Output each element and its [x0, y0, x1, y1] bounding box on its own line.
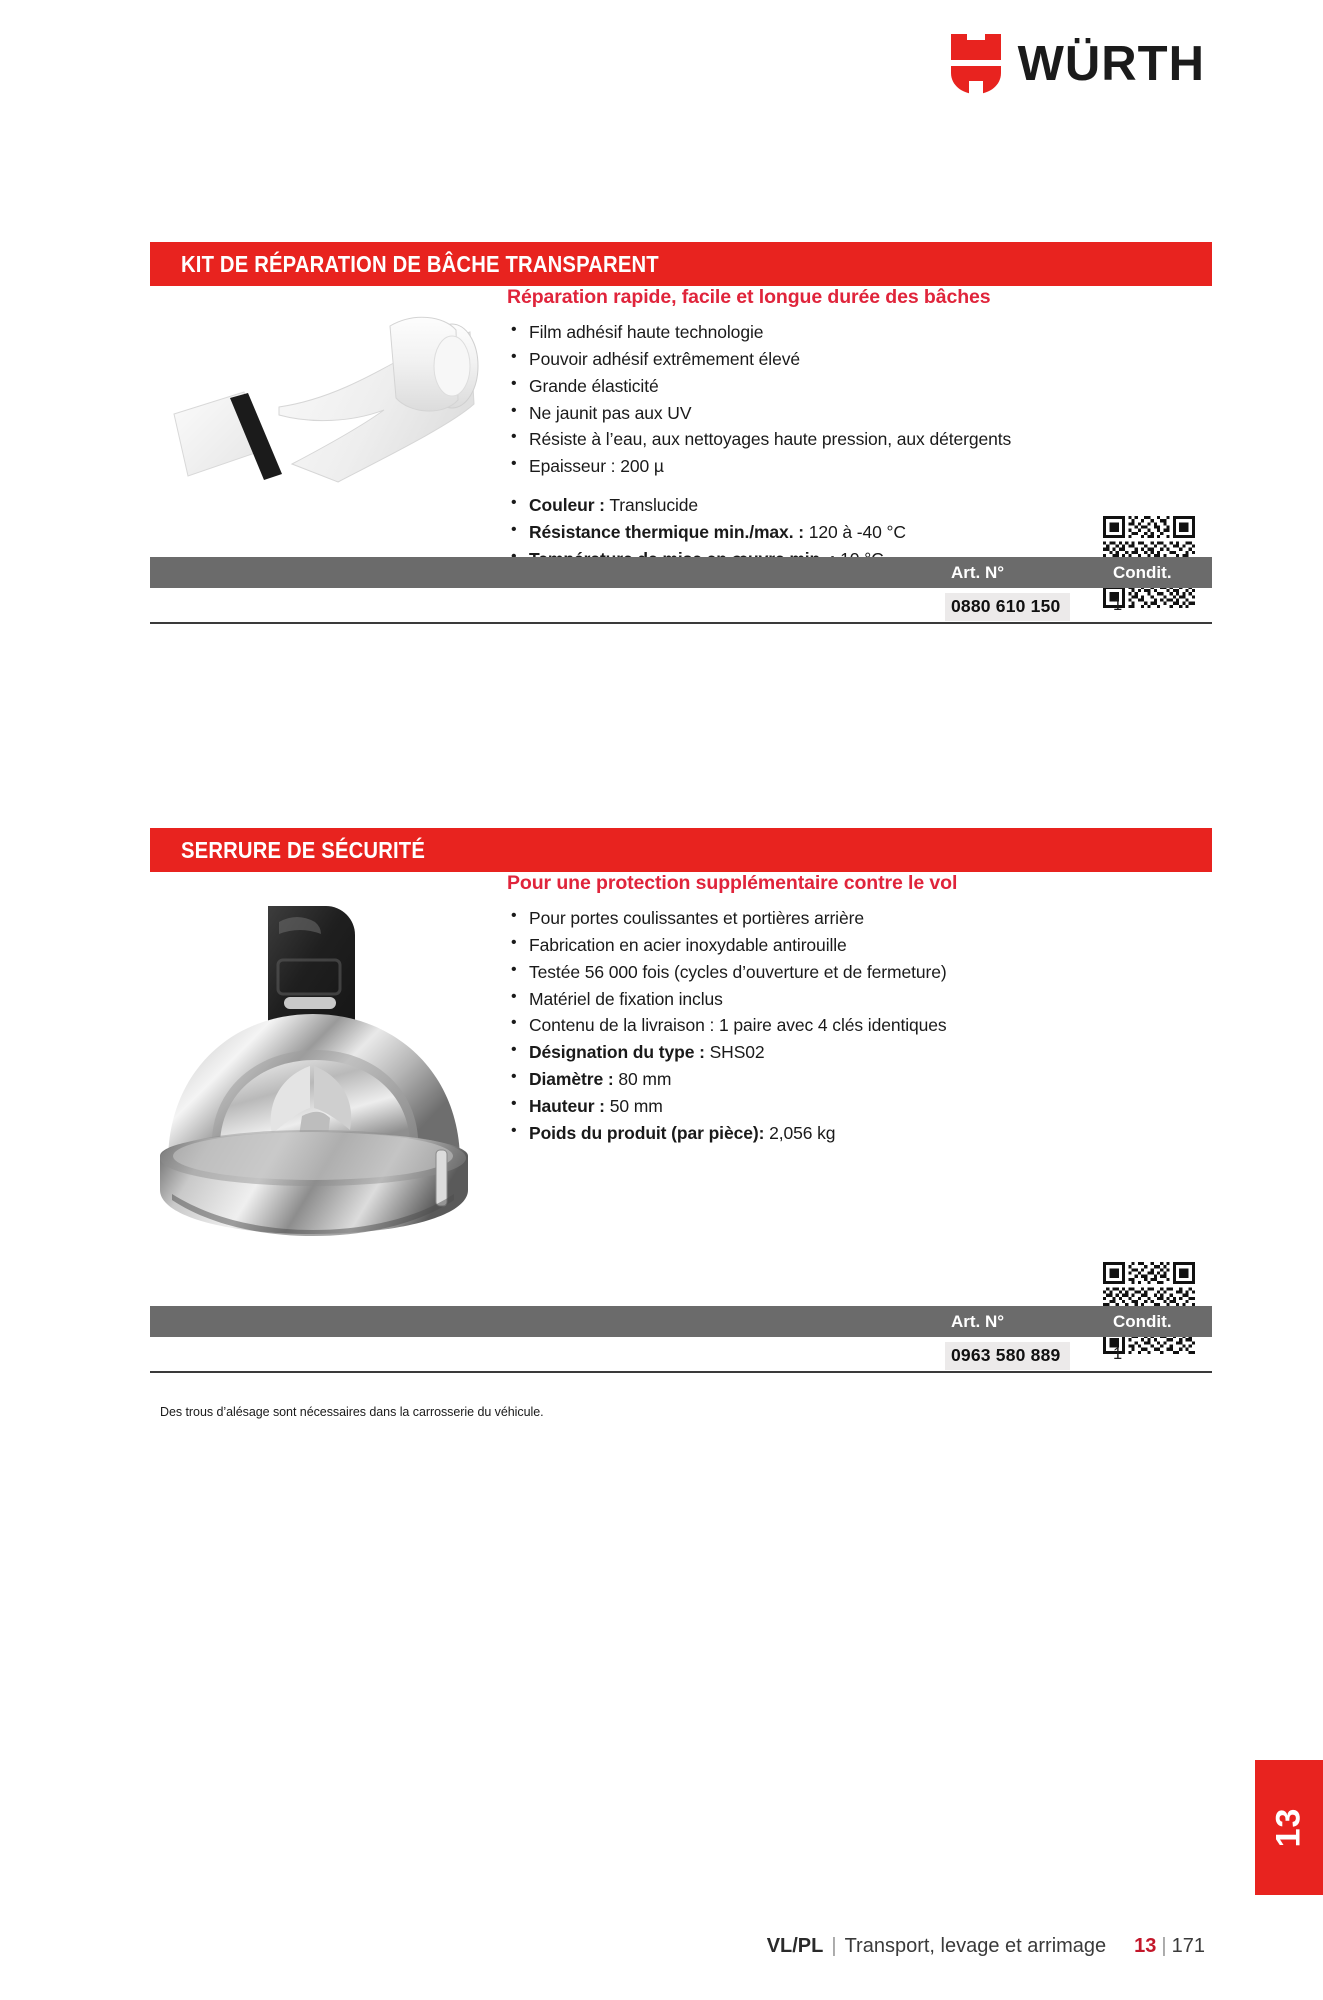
- wurth-shield-icon: [950, 33, 1002, 95]
- list-item: • Epaisseur : 200 µ: [507, 453, 1207, 480]
- product-banner-title: KIT DE RÉPARATION DE BÂCHE TRANSPARENT: [181, 250, 659, 277]
- list-item: • Pouvoir adhésif extrêmement élevé: [507, 346, 1207, 373]
- list-item: • Ne jaunit pas aux UV: [507, 400, 1207, 427]
- table-row[interactable]: [150, 1337, 1212, 1373]
- article-condit: 1: [1113, 1345, 1123, 1363]
- list-item: [507, 1120, 1207, 1147]
- spec-label: Couleur :: [529, 494, 605, 515]
- article-number: 0880 610 150: [945, 593, 1070, 621]
- spec-value: 120 à -40 °C: [808, 521, 906, 542]
- column-header-condit: Condit.: [1113, 1311, 1172, 1331]
- list-item: • Film adhésif haute technologie: [507, 319, 1207, 346]
- spec-label: Résistance thermique min./max. :: [529, 521, 804, 542]
- footer-page-separator: |: [1161, 1935, 1167, 1957]
- list-item: • Testée 56 000 fois (cycles d’ouverture et de fermeture): [507, 959, 1207, 986]
- brand-wordmark: WÜRTH: [1017, 36, 1205, 91]
- feature-list: [507, 905, 1207, 1039]
- table-header-row: [150, 557, 1212, 588]
- spec-list: [507, 1039, 1207, 1146]
- article-number: 0963 580 889: [945, 1342, 1070, 1370]
- table-row[interactable]: [150, 588, 1212, 624]
- product-banner: [150, 828, 1212, 872]
- product-claim: Réparation rapide, facile et longue durée des bâches: [507, 286, 991, 308]
- list-item: • Matériel de fixation inclus: [507, 986, 1207, 1013]
- list-item: [507, 1066, 1207, 1093]
- spec-value: SHS02: [709, 1042, 765, 1063]
- list-item: [507, 1093, 1207, 1120]
- spec-label: Désignation du type :: [529, 1042, 705, 1063]
- security-lock-image: [150, 894, 480, 1249]
- spec-label: Poids du produit (par pièce):: [529, 1122, 765, 1143]
- list-item: [507, 1039, 1207, 1066]
- spec-label: Diamètre :: [529, 1068, 614, 1089]
- product-copy: [507, 286, 1207, 572]
- list-item: • Pour portes coulissantes et portières arrière: [507, 905, 1207, 932]
- page-footer: [0, 1935, 1323, 1958]
- product-footnote: Des trous d’alésage sont nécessaires dans la carrosserie du véhicule.: [160, 1405, 544, 1419]
- product-block-security-lock: [150, 828, 1212, 1365]
- product-main: [150, 286, 1212, 596]
- product-banner: [150, 242, 1212, 286]
- product-claim: Pour une protection supplémentaire contre le vol: [507, 872, 958, 894]
- spec-value: Translucide: [609, 494, 699, 515]
- table-header-row: [150, 1306, 1212, 1337]
- footer-section: Transport, levage et arrimage: [844, 1935, 1107, 1957]
- footer-page-number: 13: [1134, 1935, 1157, 1957]
- column-header-art-no: Art. N°: [951, 562, 1005, 582]
- footer-separator: |: [831, 1935, 837, 1957]
- list-item: • Grande élasticité: [507, 373, 1207, 400]
- adhesive-tape-roll-image: [152, 304, 482, 499]
- product-main: [150, 872, 1212, 1340]
- spec-value: 80 mm: [618, 1068, 672, 1089]
- spec-label: Hauteur :: [529, 1095, 605, 1116]
- list-item: • Contenu de la livraison : 1 paire avec 4 clés identiques: [507, 1012, 1207, 1039]
- spec-value: 2,056 kg: [769, 1122, 836, 1143]
- column-header-condit: Condit.: [1113, 562, 1172, 582]
- article-condit: 1: [1113, 596, 1123, 614]
- article-table: [150, 1306, 1212, 1373]
- feature-list: [507, 319, 1207, 480]
- list-item: • Résiste à l’eau, aux nettoyages haute pression, aux détergents: [507, 426, 1207, 453]
- product-banner-title: SERRURE DE SÉCURITÉ: [181, 836, 426, 863]
- article-table: [150, 557, 1212, 624]
- chapter-tab-label: 13: [1269, 1807, 1308, 1848]
- column-header-art-no: Art. N°: [951, 1311, 1005, 1331]
- spec-value: 50 mm: [609, 1095, 663, 1116]
- footer-category: VL/PL: [766, 1935, 824, 1957]
- product-copy: [507, 872, 1207, 1146]
- chapter-tab: [1255, 1760, 1323, 1895]
- list-item: [507, 519, 1207, 546]
- list-item: [507, 492, 1207, 519]
- product-block-tarpaulin-repair-kit: [150, 242, 1212, 616]
- brand-header: [950, 33, 1205, 95]
- footer-total-pages: 171: [1171, 1935, 1205, 1957]
- list-item: • Fabrication en acier inoxydable antirouille: [507, 932, 1207, 959]
